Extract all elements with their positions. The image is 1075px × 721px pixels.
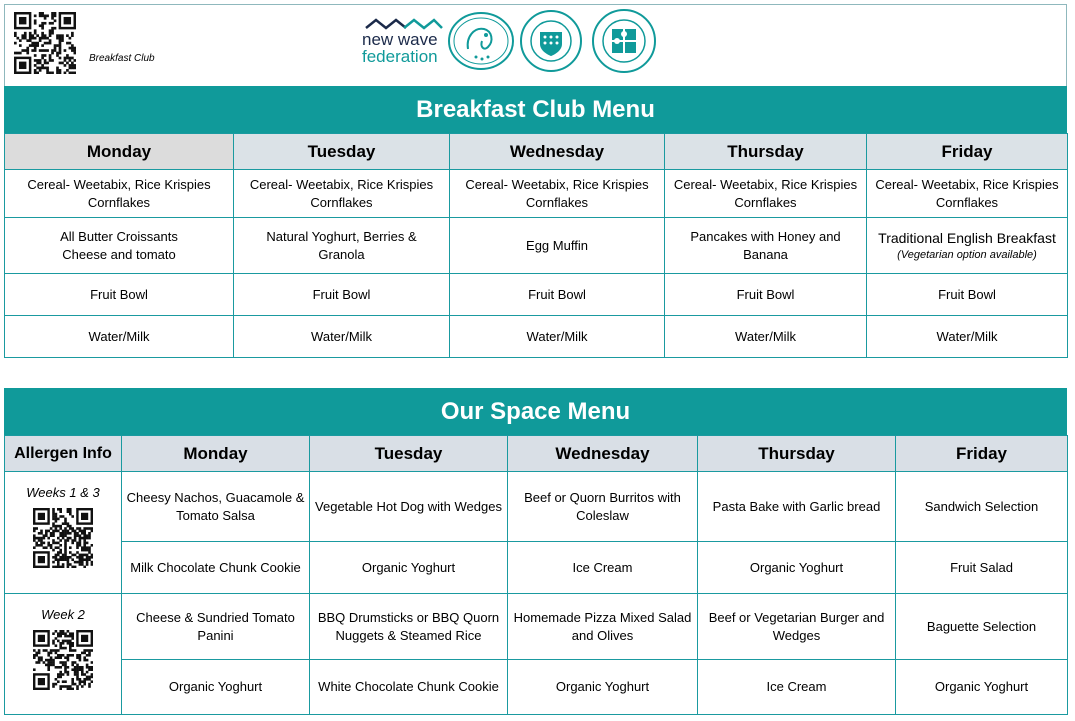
- ourspace-menu-title: Our Space Menu: [4, 388, 1067, 435]
- breakfast-menu-table: [4, 133, 1068, 358]
- week-label: Week 2: [41, 607, 85, 622]
- breakfast-day-header: Tuesday: [234, 134, 450, 170]
- ourspace-cell: Cheesy Nachos, Guacamole & Tomato Salsa: [122, 472, 310, 542]
- breakfast-cell: Fruit Bowl: [450, 274, 665, 316]
- ourspace-day-header: Tuesday: [310, 436, 508, 472]
- breakfast-cell: Egg Muffin: [450, 218, 665, 274]
- ourspace-cell: White Chocolate Chunk Cookie: [310, 660, 508, 715]
- daubeney-badge-icon: [446, 11, 516, 71]
- breakfast-cell: Water/Milk: [450, 316, 665, 358]
- breakfast-day-header: Thursday: [665, 134, 867, 170]
- breakfast-cell: Fruit Bowl: [665, 274, 867, 316]
- ourspace-cell: Organic Yoghurt: [896, 660, 1068, 715]
- ourspace-cell: Milk Chocolate Chunk Cookie: [122, 542, 310, 594]
- breakfast-cell: Traditional English Breakfast (Vegetarian option available): [867, 218, 1068, 274]
- ourspace-cell: Vegetable Hot Dog with Wedges: [310, 472, 508, 542]
- header-caption: Breakfast Club: [89, 53, 155, 64]
- breakfast-cell: Cereal- Weetabix, Rice Krispies Cornflakes: [5, 170, 234, 218]
- ourspace-cell: Organic Yoghurt: [310, 542, 508, 594]
- breakfast-day-header: Friday: [867, 134, 1068, 170]
- breakfast-day-header: Monday: [5, 134, 234, 170]
- ourspace-cell: Organic Yoghurt: [122, 660, 310, 715]
- ourspace-day-header: Monday: [122, 436, 310, 472]
- ourspace-cell: Fruit Salad: [896, 542, 1068, 594]
- breakfast-cell: Water/Milk: [867, 316, 1068, 358]
- vegetarian-note: (Vegetarian option available): [897, 248, 1037, 261]
- federation-logo: [362, 18, 446, 66]
- woodberry-down-badge-icon: [588, 9, 660, 73]
- breakfast-cell: Fruit Bowl: [234, 274, 450, 316]
- logo-line-2: federation: [362, 47, 438, 66]
- breakfast-cell: Fruit Bowl: [5, 274, 234, 316]
- ourspace-cell: Organic Yoghurt: [508, 660, 698, 715]
- ourspace-cell: Ice Cream: [508, 542, 698, 594]
- breakfast-cell: Water/Milk: [665, 316, 867, 358]
- breakfast-cell: Water/Milk: [234, 316, 450, 358]
- breakfast-cell: Cereal- Weetabix, Rice Krispies Cornflakes: [867, 170, 1068, 218]
- qr-code: [33, 508, 93, 568]
- ourspace-day-header: Wednesday: [508, 436, 698, 472]
- ourspace-cell: Cheese & Sundried Tomato Panini: [122, 594, 310, 660]
- breakfast-cell: Cereal- Weetabix, Rice Krispies Cornflakes: [665, 170, 867, 218]
- breakfast-cell: Natural Yoghurt, Berries & Granola: [234, 218, 450, 274]
- ourspace-cell: Organic Yoghurt: [698, 542, 896, 594]
- ourspace-cell: Beef or Quorn Burritos with Coleslaw: [508, 472, 698, 542]
- breakfast-cell: Fruit Bowl: [867, 274, 1068, 316]
- qr-code: [14, 12, 76, 74]
- allergen-header: Allergen Info: [5, 436, 122, 472]
- ourspace-menu-table: [4, 435, 1068, 715]
- allergen-info-week-2: [5, 594, 122, 715]
- ourspace-day-header: Friday: [896, 436, 1068, 472]
- breakfast-cell: Cereal- Weetabix, Rice Krispies Cornflakes: [450, 170, 665, 218]
- ourspace-cell: Sandwich Selection: [896, 472, 1068, 542]
- logo-line-1: new wave: [362, 30, 438, 49]
- shacklewell-badge-icon: [516, 10, 586, 72]
- ourspace-cell: Homemade Pizza Mixed Salad and Olives: [508, 594, 698, 660]
- allergen-info-week-1-3: [5, 472, 122, 594]
- breakfast-cell: Cereal- Weetabix, Rice Krispies Cornflakes: [234, 170, 450, 218]
- ourspace-cell: Pasta Bake with Garlic bread: [698, 472, 896, 542]
- breakfast-day-header: Wednesday: [450, 134, 665, 170]
- week-label: Weeks 1 & 3: [26, 485, 100, 500]
- ourspace-cell: Beef or Vegetarian Burger and Wedges: [698, 594, 896, 660]
- ourspace-cell: Baguette Selection: [896, 594, 1068, 660]
- breakfast-cell: Water/Milk: [5, 316, 234, 358]
- ourspace-cell: BBQ Drumsticks or BBQ Quorn Nuggets & Steamed Rice: [310, 594, 508, 660]
- breakfast-cell: Pancakes with Honey and Banana: [665, 218, 867, 274]
- ourspace-day-header: Thursday: [698, 436, 896, 472]
- qr-code: [33, 630, 93, 690]
- breakfast-cell: All Butter Croissants Cheese and tomato: [5, 218, 234, 274]
- ourspace-cell: Ice Cream: [698, 660, 896, 715]
- breakfast-menu-title: Breakfast Club Menu: [4, 86, 1067, 133]
